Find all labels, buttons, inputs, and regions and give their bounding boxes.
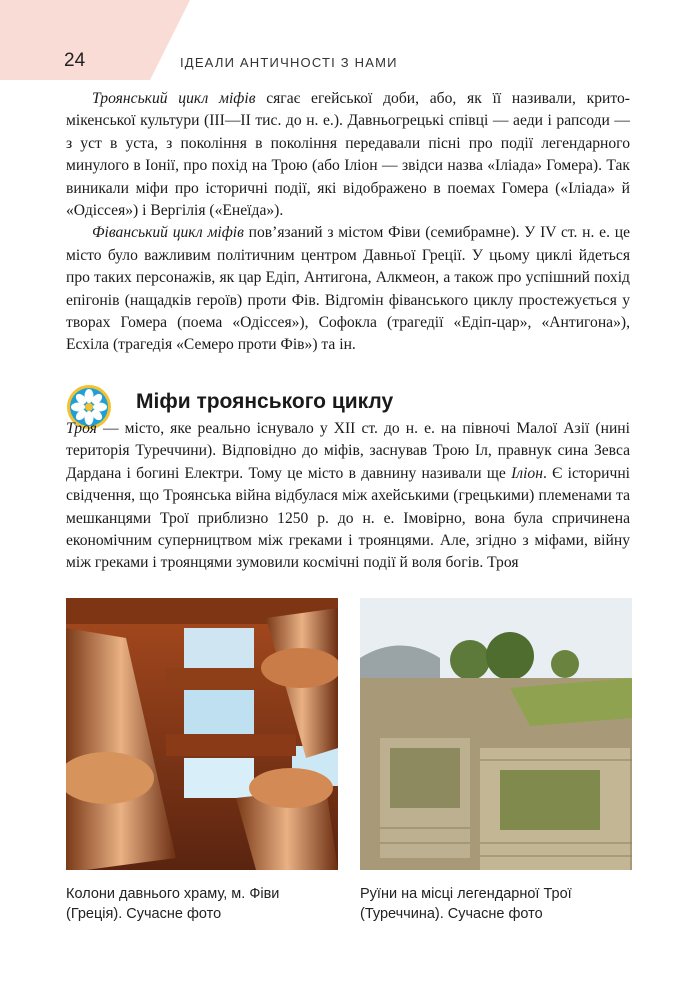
page-number: 24 <box>64 50 86 71</box>
photo-troy-ruins <box>360 598 632 870</box>
paragraph-troy: Троя — місто, яке реально існувало у XII ст. до н. е. на півночі Малої Азії (нині територія Туреччини). Відповідно до міфів, заснував Трою Іл, правнук сина Зевса Дардана і богині Електри. Тому це місто в давнину називали ще Іліон. Є історичні свідчення, що Троянська війна відбулася між ахейськими (грецькими) племенами та мешканцями Трої приблизно 1250 р. до н. е. Імовірно, вона була спричинена економічним суперництвом між греками і троянцями. Але, згідно з міфами, війну між греками і троянцями зумовили космічні події й воля богів. Троя <box>66 420 631 572</box>
running-title: ІДЕАЛИ АНТИЧНОСТІ З НАМИ <box>180 55 398 70</box>
paragraph-trojan-cycle: Троянський цикл міфів сягає егейської доби, або, як її називали, крито-мікенської культури (ІІІ—ІІ тис. до н. е.). Давньогрецькі співці — аеди і рапсоди — з уст в уста, з покоління в покоління передавали пісні про події легендарного минулого в Іонії, про похід на Трою (або Іліон — звідси назва «Іліада» Гомера). Так виникали міфи про історичні події, які відображено в поемах Гомера («Іліада» й «Одіссея») і Вергілія («Енеїда»). <box>66 90 630 220</box>
term-troy: Троя <box>66 420 97 437</box>
caption-temple-columns: Колони давнього храму, м. Фіви (Греція). Сучасне фото <box>66 886 280 922</box>
section-text <box>66 418 630 575</box>
section-title: Міфи троянського циклу <box>136 390 394 413</box>
intro-text <box>66 88 630 357</box>
term-theban-cycle: Фіванський цикл міфів <box>92 224 244 242</box>
term-trojan-cycle: Троянський цикл міфів <box>92 90 256 107</box>
paragraph-theban-cycle: Фіванський цикл міфів пов’язаний з містом Фіви (семибрамне). У IV ст. н. е. це місто було важливим політичним центром Давньої Греції. У цьому циклі йдеться про таких персонажів, як цар Едіп, Антигона, Алкмеон, а також про успішний похід епігонів (нащадків героїв) проти Фів. Відгомін фіванського циклу простежується у творах Гомера (поема «Одіссея»), Софокла (трагедії «Едіп-цар», «Антигона»), Есхіла (трагедія «Семеро проти Фів») та ін. <box>66 224 630 354</box>
caption-troy-ruins: Руїни на місці легендарної Трої (Туреччина). Сучасне фото <box>360 886 572 922</box>
term-ilion: Іліон <box>511 464 543 482</box>
photo-temple-columns <box>66 598 338 870</box>
header-accent-tab <box>0 0 190 80</box>
